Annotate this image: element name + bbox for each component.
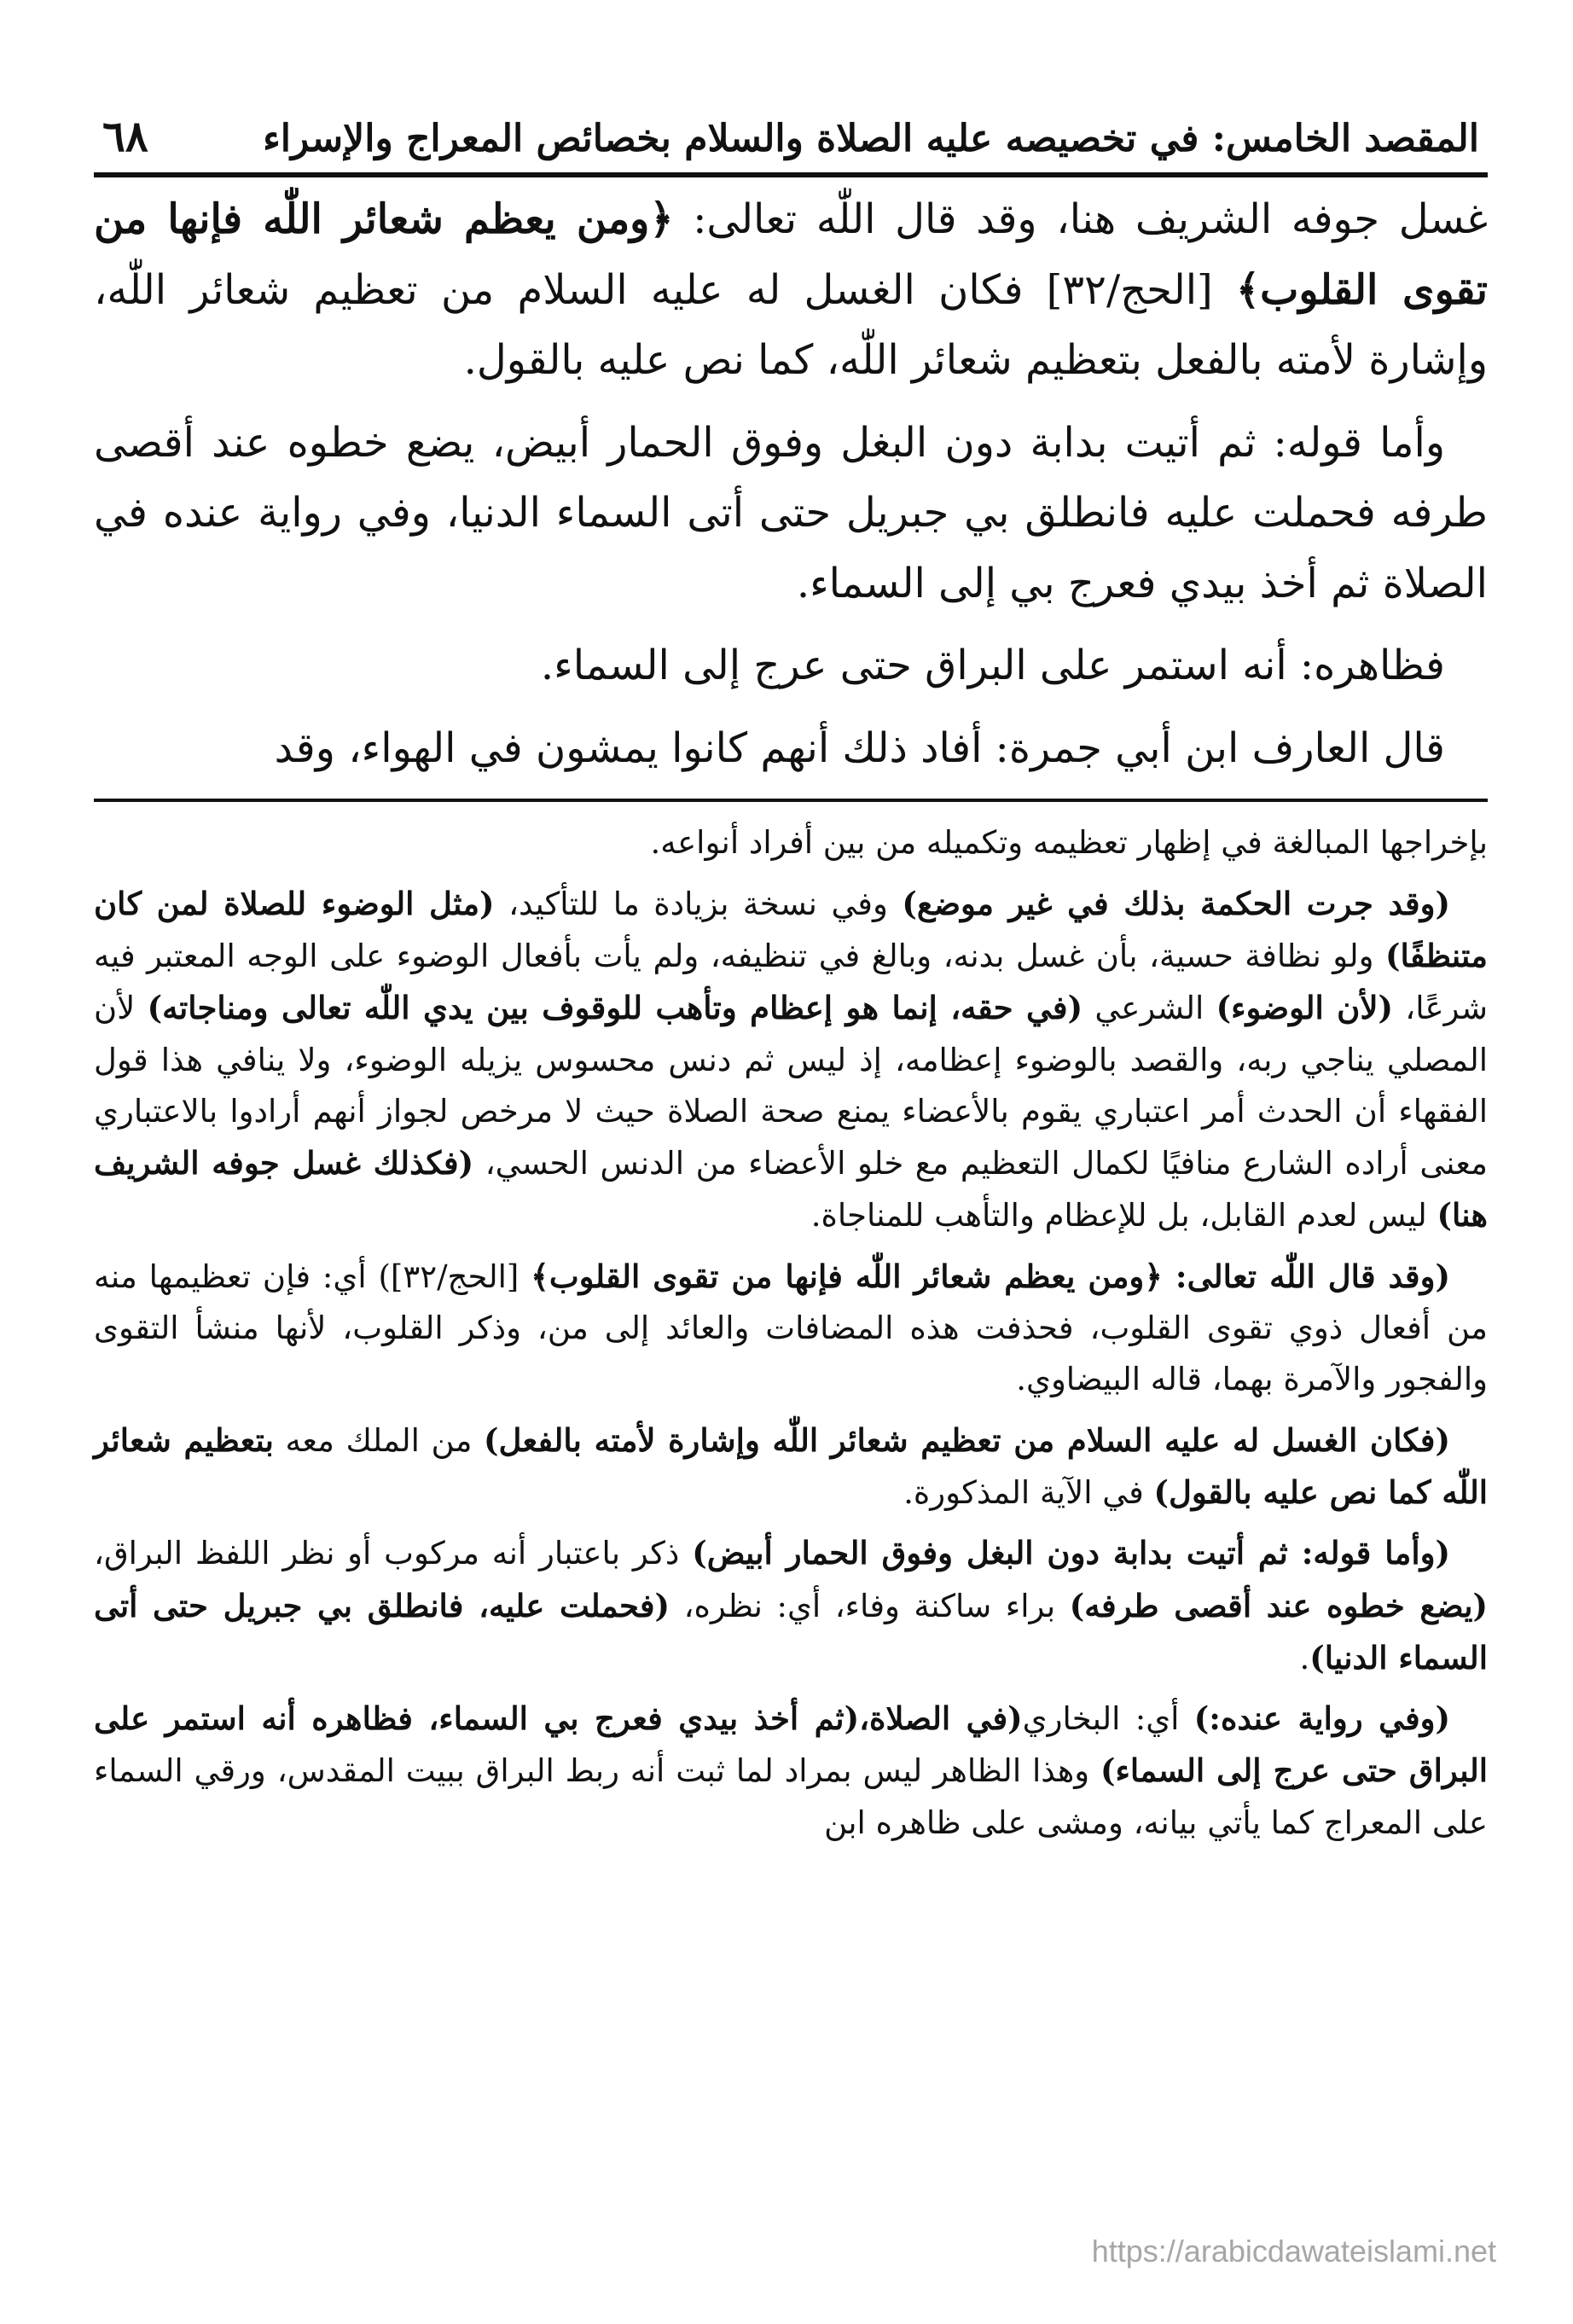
commentary-span: وفي نسخة بزيادة ما للتأكيد، bbox=[494, 885, 903, 922]
commentary-span: من الملك معه bbox=[273, 1421, 484, 1459]
commentary-paragraph bbox=[94, 1415, 1488, 1519]
main-text-span: [الحج/٣٢] فكان الغسل له عليه السلام من تعظيم شعائر اللّٰه، وإشارة لأمته بالفعل بتعظيم شعائر اللّٰه، كما نص عليه بالقول. bbox=[94, 265, 1488, 385]
quoted-matn: (فكذلك غسل جوفه الشريف هنا) bbox=[94, 1144, 1488, 1235]
commentary-span: ذكر باعتبار أنه مركوب أو نظر اللفظ البراق، bbox=[94, 1535, 693, 1572]
quoted-matn: (وفي رواية عنده:) bbox=[1193, 1699, 1451, 1738]
commentary-span: [الحج/٣٢]) bbox=[378, 1258, 531, 1295]
quoted-matn: (فحملت عليه، فانطلق بي جبريل حتى أتى السماء الدنيا) bbox=[94, 1586, 1488, 1676]
quoted-matn: (في الصلاة،(ثم أخذ بيدي فعرج بي السماء، فظاهره أنه استمر على البراق حتى عرج إلى السماء) bbox=[94, 1699, 1489, 1790]
commentary-span: وهذا الظاهر ليس بمراد لما ثبت أنه ربط البراق ببيت المقدس، ورقي السماء على المعراج كما يأتي بيانه، ومشى على ظاهره ابن bbox=[94, 1752, 1488, 1841]
commentary-span: ولو نظافة حسية، بأن غسل بدنه، وبالغ في تنظيفه، ولم يأت بأفعال الوضوء على الوجه المعتبر فيه شرعًا، bbox=[94, 937, 1488, 1027]
commentary-span: أي: البخاري bbox=[1022, 1700, 1194, 1738]
quoted-matn: بتعظيم شعائر اللّٰه كما نص عليه بالقول) bbox=[94, 1421, 1488, 1511]
header-rule bbox=[94, 172, 1488, 177]
commentary-paragraph bbox=[94, 878, 1488, 1242]
quoted-matn: (في حقه، إنما هو إعظام وتأهب للوقوف بين يدي اللّٰه تعالى ومناجاته) bbox=[147, 989, 1083, 1027]
main-text-span: غسل جوفه الشريف هنا، وقد قال اللّٰه تعالى: bbox=[673, 195, 1488, 243]
commentary-span: ليس لعدم القابل، بل للإعظام والتأهب للمناجاة. bbox=[810, 1197, 1437, 1235]
main-paragraph: فظاهره: أنه استمر على البراق حتى عرج إلى السماء. bbox=[540, 642, 1445, 690]
commentary-span: في الآية المذكورة. bbox=[903, 1473, 1154, 1511]
quoted-matn: (مثل الوضوء للصلاة لمن كان متنظفًا) bbox=[94, 884, 1488, 974]
commentary-span: . bbox=[1299, 1639, 1310, 1676]
quoted-matn: (يضع خطوه عند أقصى طرفه) bbox=[1069, 1586, 1488, 1624]
chapter-title: المقصد الخامس: في تخصيصه عليه الصلاة والسلام بخصائص المعراج والإسراء bbox=[263, 117, 1479, 161]
quoted-matn: (وقد جرت الحكمة بذلك في غير موضع) bbox=[902, 884, 1450, 922]
quoted-matn: (وأما قوله: ثم أتيت بدابة دون البغل وفوق الحمار أبيض) bbox=[692, 1534, 1451, 1572]
watermark-url: https://arabicdawateislami.net bbox=[1091, 2234, 1496, 2269]
quoted-matn: (فكان الغسل له عليه السلام من تعظيم شعائر اللّٰه وإشارة لأمته بالفعل) bbox=[483, 1421, 1450, 1459]
page-number: ٦٨ bbox=[102, 111, 148, 161]
commentary-span: براء ساكنة وفاء، أي: نظره، bbox=[670, 1587, 1070, 1624]
commentary bbox=[94, 817, 1488, 1849]
main-paragraph: قال العارف ابن أبي جمرة: أفاد ذلك أنهم كانوا يمشون في الهواء، وقد bbox=[274, 723, 1445, 772]
commentary-paragraph bbox=[94, 1527, 1488, 1684]
commentary-paragraph: بإخراجها المبالغة في إظهار تعظيمه وتكميله من بين أفراد أنواعه. bbox=[650, 824, 1488, 862]
commentary-paragraph bbox=[94, 1693, 1488, 1849]
main-text bbox=[94, 184, 1488, 783]
main-paragraph: وأما قوله: ثم أتيت بدابة دون البغل وفوق الحمار أبيض، يضع خطوه عند أقصى طرفه فحملت عليه فانطلق بي جبريل حتى أتى السماء الدنيا، وفي رواية عنده في الصلاة ثم أخذ بيدي فعرج بي إلى السماء. bbox=[94, 418, 1488, 607]
quoted-matn: (وقد قال اللّٰه تعالى: ﴿ومن يعظم شعائر اللّٰه فإنها من تقوى القلوب﴾ bbox=[531, 1257, 1450, 1295]
quran-verse: ﴿ومن يعظم شعائر اللّٰه فإنها من تقوى القلوب﴾ bbox=[94, 195, 1489, 314]
commentary-span: أي: فإن تعظيمها منه من أفعال ذوي تقوى القلوب، فحذفت هذه المضافات والعائد إلى من، وذكر القلوب، لأنها منشأ التقوى والفجور والآمرة بهما، قاله البيضاوي. bbox=[94, 1258, 1488, 1398]
commentary-paragraph bbox=[94, 1251, 1488, 1406]
running-header bbox=[94, 111, 1488, 172]
quoted-matn: (لأن الوضوء) bbox=[1216, 989, 1393, 1027]
commentary-span: الشرعي bbox=[1083, 990, 1216, 1027]
commentary-span: لأن المصلي يناجي ربه، والقصد بالوضوء إعظامه، إذ ليس ثم دنس محسوس يزيله الوضوء، ولا ينافي هذا قول الفقهاء أن الحدث أمر اعتباري يقوم بالأعضاء يمنع صحة الصلاة حيث لا مرخص لجواز أنهم أرادوا بالاعتباري معنى أراده الشارع منافيًا لكمال التعظيم مع خلو الأعضاء من الدنس الحسي، bbox=[94, 990, 1488, 1182]
footnote-separator bbox=[94, 799, 1488, 802]
main-paragraph bbox=[94, 184, 1488, 396]
